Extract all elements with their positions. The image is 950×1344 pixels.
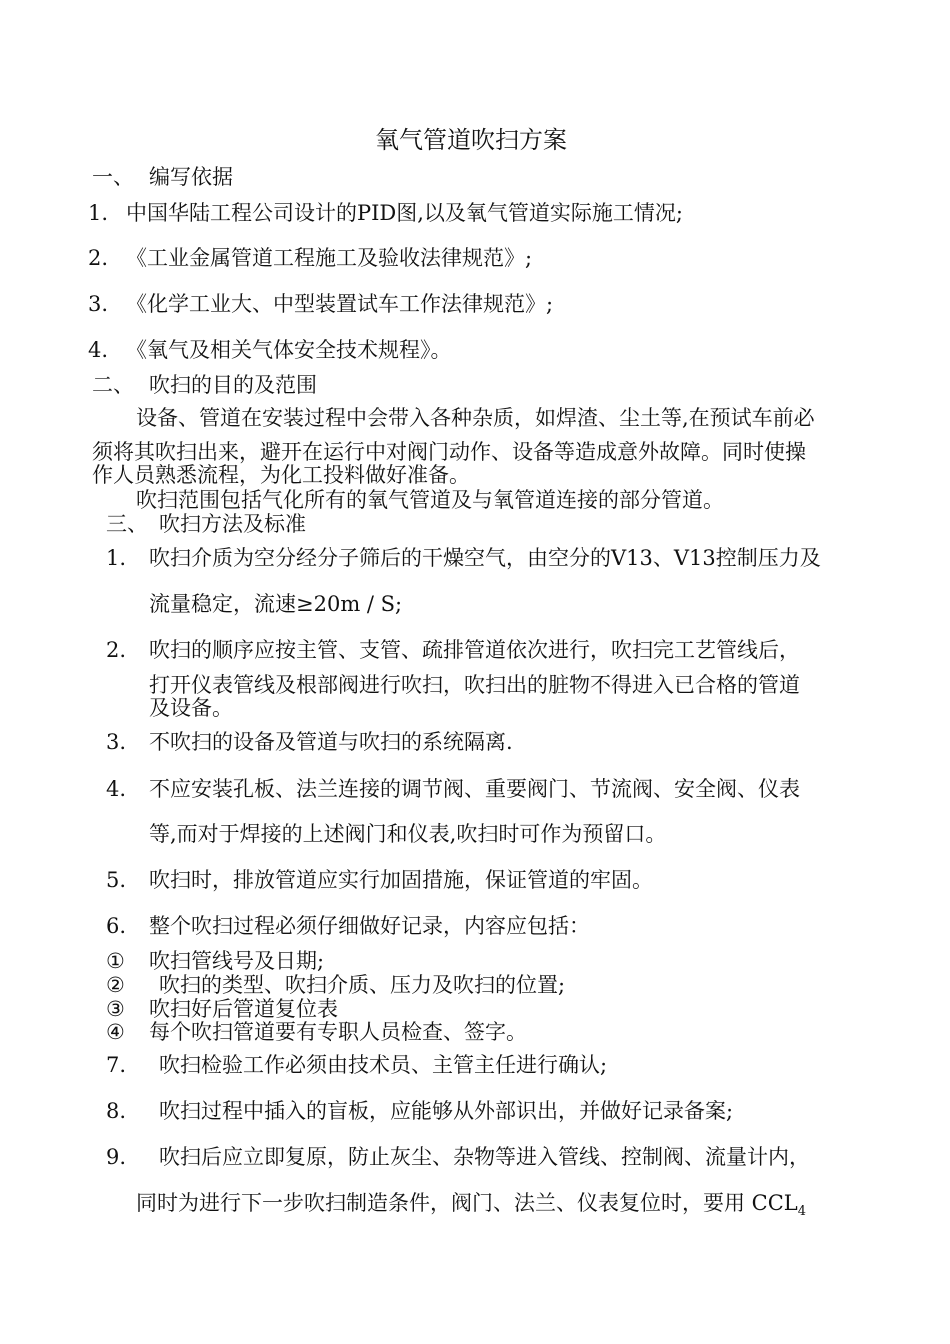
s3-item-8-line-1: 吹扫过程中插入的盲板，应能够从外部识出，并做好记录备案;	[159, 1099, 734, 1123]
s3-item-6-line-1: 整个吹扫过程必须仔细做好记录，内容应包括：	[149, 914, 590, 938]
s3-sub-item-4-text: 每个吹扫管道要有专职人员检查、签字。	[149, 1020, 527, 1044]
document-title: 氧气管道吹扫方案	[375, 126, 567, 154]
s3-item-8-number: 8.	[106, 1099, 127, 1123]
s3-sub-item-2-marker: ②	[106, 973, 125, 997]
s3-item-9-line-2	[136, 1189, 806, 1221]
s3-item-4-line-1: 不应安装孔板、法兰连接的调节阀、重要阀门、节流阀、安全阀、仪表	[149, 777, 800, 801]
s3-sub-item-1-text: 吹扫管线号及日期;	[149, 949, 325, 973]
s1-item-4-number: 4.	[88, 338, 109, 362]
s2-paragraph-1-line-3: 作人员熟悉流程，为化工投料做好准备。	[92, 463, 470, 487]
s1-item-4-text: 《氧气及相关气体安全技术规程》。	[126, 338, 452, 362]
s3-item-9-line-1: 吹扫后应立即复原，防止灰尘、杂物等进入管线、控制阀、流量计内，	[159, 1145, 810, 1169]
s1-item-3-text: 《化学工业大、中型装置试车工作法律规范》;	[126, 292, 554, 316]
s3-item-1-number: 1.	[106, 546, 127, 570]
s3-sub-item-3-text: 吹扫好后管道复位表	[149, 997, 338, 1021]
s3-item-2-number: 2.	[106, 638, 127, 662]
s3-sub-item-3-marker: ③	[106, 997, 125, 1021]
s3-item-7-line-1: 吹扫检验工作必须由技术员、主管主任进行确认;	[159, 1053, 608, 1077]
s3-item-1-line-1: 吹扫介质为空分经分子筛后的干燥空气，由空分的V13、V13控制压力及	[149, 546, 821, 570]
s1-item-1-number: 1.	[88, 201, 109, 225]
section-3-number: 三、	[106, 512, 148, 536]
s3-item-3-line-1: 不吹扫的设备及管道与吹扫的系统隔离.	[149, 730, 513, 754]
s3-item-1-line-2: 流量稳定，流速≥20m / S;	[149, 592, 403, 616]
s3-sub-item-4-marker: ④	[106, 1020, 125, 1044]
s3-sub-item-1-marker: ①	[106, 949, 125, 973]
s3-item-7-number: 7.	[106, 1053, 127, 1077]
s3-item-5-line-1: 吹扫时，排放管道应实行加固措施，保证管道的牢固。	[149, 868, 653, 892]
s1-item-2-number: 2.	[88, 246, 109, 270]
s3-item-4-number: 4.	[106, 777, 127, 801]
s3-sub-item-2-text: 吹扫的类型、吹扫介质、压力及吹扫的位置;	[159, 973, 566, 997]
section-1-number: 一、	[92, 165, 134, 189]
s3-item-2-line-3: 及设备。	[149, 696, 233, 720]
s3-item-2-line-1: 吹扫的顺序应按主管、支管、疏排管道依次进行，吹扫完工艺管线后，	[149, 638, 800, 662]
s3-item-9-line-2-text: 同时为进行下一步吹扫制造条件，阀门、法兰、仪表复位时，要用 CCL	[136, 1191, 798, 1215]
section-2-heading: 吹扫的目的及范围	[149, 373, 317, 397]
section-2-number: 二、	[92, 373, 134, 397]
subscript-4: 4	[797, 1204, 807, 1219]
s3-item-9-number: 9.	[106, 1145, 127, 1169]
s3-item-4-line-2: 等,而对于焊接的上述阀门和仪表,吹扫时可作为预留口。	[149, 822, 667, 846]
s1-item-2-text: 《工业金属管道工程施工及验收法律规范》;	[126, 246, 533, 270]
s1-item-3-number: 3.	[88, 292, 109, 316]
s3-item-3-number: 3.	[106, 730, 127, 754]
section-3-heading: 吹扫方法及标准	[159, 512, 306, 536]
s2-paragraph-2: 吹扫范围包括气化所有的氧气管道及与氧管道连接的部分管道。	[136, 488, 724, 512]
s2-paragraph-1-line-1: 设备、管道在安装过程中会带入各种杂质，如焊渣、尘土等,在预试车前必	[136, 406, 815, 430]
s3-item-6-number: 6.	[106, 914, 127, 938]
s2-paragraph-1-line-2: 须将其吹扫出来，避开在运行中对阀门动作、设备等造成意外故障。同时使操	[92, 440, 806, 464]
s3-item-5-number: 5.	[106, 868, 127, 892]
section-1-heading: 编写依据	[149, 165, 233, 189]
s3-item-2-line-2: 打开仪表管线及根部阀进行吹扫，吹扫出的脏物不得进入已合格的管道	[149, 673, 800, 697]
s1-item-1-text: 中国华陆工程公司设计的PID图,以及氧气管道实际施工情况;	[126, 201, 684, 225]
